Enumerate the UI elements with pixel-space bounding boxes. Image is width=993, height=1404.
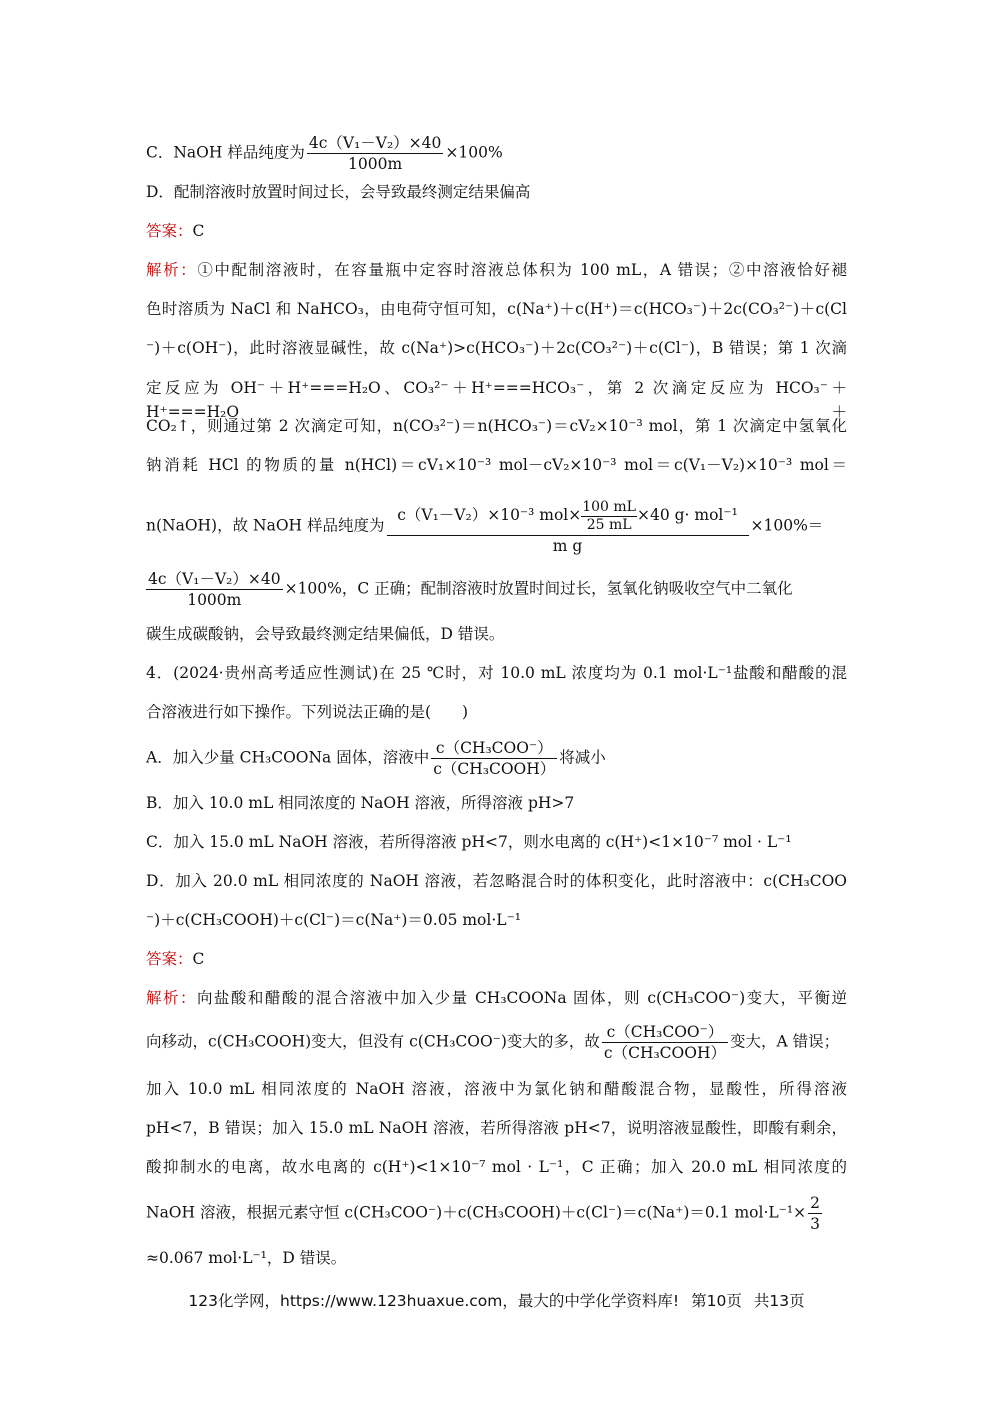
q4-option-d-line-2: ⁻)＋c(CH₃COOH)＋c(Cl⁻)＝c(Na⁺)＝0.05 mol·L⁻¹ [146,911,521,929]
q4-analysis-line-2 [146,1023,847,1062]
answer-value: C [192,950,205,968]
q4-analysis-line-7: ≈0.067 mol·L⁻¹，D 错误。 [146,1249,347,1267]
result-suffix: ×100%，C 正确；配制溶液时放置时间过长，氢氧化钠吸收空气中二氧化 [284,579,793,598]
q4-option-a-suffix: 将减小 [559,748,606,767]
footer-total-pages: 共13页 [753,1292,805,1310]
analysis-label: 解析： [146,261,198,279]
q4-option-a [146,739,847,778]
fraction-numerator: 2 [810,1194,820,1212]
q3-option-d: D．配制溶液时放置时间过长，会导致最终测定结果偏高 [146,183,531,201]
fraction-denominator: c（CH₃COOH） [433,760,556,778]
purity-denominator: m g [552,537,583,555]
analysis-text: ①中配制溶液时，在容量瓶中定容时溶液总体积为 100 mL，A 错误；②中溶液恰好褪 [197,261,847,279]
analysis-text: 向盐酸和醋酸的混合溶液中加入少量 CH₃COONa 固体，则 c(CH₃COO⁻)变大，平衡逆 [196,989,847,1007]
answer-value: C [192,222,205,240]
analysis-line-6-fraction [808,1194,822,1233]
inner-numerator: 100 mL [582,498,636,515]
q3-answer [146,219,847,243]
answer-label: 答案： [146,222,193,240]
q3-option-c-prefix: C．NaOH 样品纯度为 [146,143,305,162]
fraction-denominator: 1000m [348,155,403,173]
inner-denominator: 25 mL [586,516,632,533]
result-fraction [146,570,283,609]
analysis-line-2-suffix: 变大，A 错误； [729,1032,840,1051]
q3-analysis-line-4: 定反应为 OH⁻＋H⁺===H₂O、CO₃²⁻＋H⁺===HCO₃⁻，第 2 次滴定反应为 HCO₃⁻＋H⁺===H₂O＋ [146,379,847,421]
q3-option-c [146,134,847,173]
purity-numerator [387,496,749,536]
q4-analysis-line-3: 加入 10.0 mL 相同浓度的 NaOH 溶液，溶液中为氯化钠和醋酸混合物，显酸性，所得溶液 [146,1080,847,1098]
fraction-numerator: c（CH₃COO⁻） [431,739,557,759]
q3-option-c-fraction [307,134,444,173]
q3-analysis-last: 碳生成碳酸钠，会导致最终测定结果偏低，D 错误。 [146,625,505,643]
page-footer [0,1289,993,1311]
footer-page-number: 第10页 [691,1292,742,1310]
analysis-label: 解析： [146,989,197,1007]
fraction-denominator: 1000m [187,591,242,609]
q3-option-c-suffix: ×100% [445,143,503,162]
q4-analysis-line-1 [146,986,847,1010]
answer-label: 答案： [146,950,193,968]
fraction-numerator: 4c（V₁－V₂）×40 [308,134,442,152]
purity-prefix: n(NaOH)，故 NaOH 样品纯度为 [146,516,385,535]
purity-numerator-part-b: ×40 g· mol⁻¹ [636,506,738,524]
q3-analysis-line-3: ⁻)＋c(OH⁻)，此时溶液显碱性，故 c(Na⁺)>c(HCO₃⁻)＋2c(CO₃²⁻)＋c(Cl⁻)，B 错误；第 1 次滴 [146,339,847,357]
fraction-numerator: c（CH₃COO⁻） [602,1023,728,1043]
q4-analysis-line-4: pH<7，B 错误；加入 15.0 mL NaOH 溶液，若所得溶液 pH<7，说明溶液显酸性，即酸有剩余， [146,1119,847,1137]
fraction-denominator: 3 [810,1215,820,1233]
footer-site: 123化学网，https://www.123huaxue.com，最大的中学化学资料库! [188,1292,680,1310]
fraction-denominator: c（CH₃COOH） [603,1044,726,1062]
q4-option-c: C．加入 15.0 mL NaOH 溶液，若所得溶液 pH<7，则水电离的 c(H⁺)<1×10⁻⁷ mol · L⁻¹ [146,833,792,851]
q3-purity-line [146,496,847,556]
purity-fraction [387,496,749,555]
analysis-line-6-prefix: NaOH 溶液，根据元素守恒 c(CH₃COO⁻)＋c(CH₃COOH)＋c(Cl⁻)＝c(Na⁺)＝0.1 mol·L⁻¹× [146,1203,807,1222]
q4-analysis-line-5: 酸抑制水的电离，故水电离的 c(H⁺)<1×10⁻⁷ mol · L⁻¹，C 正确；加入 20.0 mL 相同浓度的 [146,1158,847,1176]
analysis-line-2-fraction [602,1023,728,1062]
purity-numerator-part-a: c（V₁－V₂）×10⁻³ mol× [397,506,582,524]
purity-inner-fraction [581,499,637,534]
fraction-numerator: 4c（V₁－V₂）×40 [148,570,281,588]
q4-option-b: B．加入 10.0 mL 相同浓度的 NaOH 溶液，所得溶液 pH>7 [146,794,575,812]
q3-analysis-line-6: 钠消耗 HCl 的物质的量 n(HCl)＝cV₁×10⁻³ mol－cV₂×10⁻³ mol＝c(V₁－V₂)×10⁻³ mol＝ [146,456,847,474]
q4-stem-line-1: 4．(2024·贵州高考适应性测试)在 25 ℃时，对 10.0 mL 浓度均为 0.1 mol·L⁻¹盐酸和醋酸的混 [146,664,847,682]
purity-suffix: ×100%＝ [750,516,824,535]
q3-analysis-line-5: CO₂↑，则通过第 2 次滴定可知，n(CO₃²⁻)＝n(HCO₃⁻)＝cV₂×10⁻³ mol，第 1 次滴定中氢氧化 [146,417,847,435]
analysis-line-2-prefix: 向移动，c(CH₃COOH)变大，但没有 c(CH₃COO⁻)变大的多，故 [146,1032,600,1051]
q4-analysis-line-6 [146,1194,847,1233]
q4-option-d-line-1: D．加入 20.0 mL 相同浓度的 NaOH 溶液，若忽略混合时的体积变化，此时溶液中：c(CH₃COO [146,872,847,890]
q3-analysis-line-2: 色时溶质为 NaCl 和 NaHCO₃，由电荷守恒可知，c(Na⁺)＋c(H⁺)＝c(HCO₃⁻)＋2c(CO₃²⁻)＋c(Cl [146,300,847,318]
q4-stem-line-2: 合溶液进行如下操作。下列说法正确的是( ) [146,703,469,721]
q3-analysis-line-1 [146,258,847,282]
q4-option-a-prefix: A．加入少量 CH₃COONa 固体，溶液中 [146,748,430,767]
q4-option-a-fraction [431,739,557,778]
q3-result-line [146,570,847,609]
q4-answer [146,947,847,971]
